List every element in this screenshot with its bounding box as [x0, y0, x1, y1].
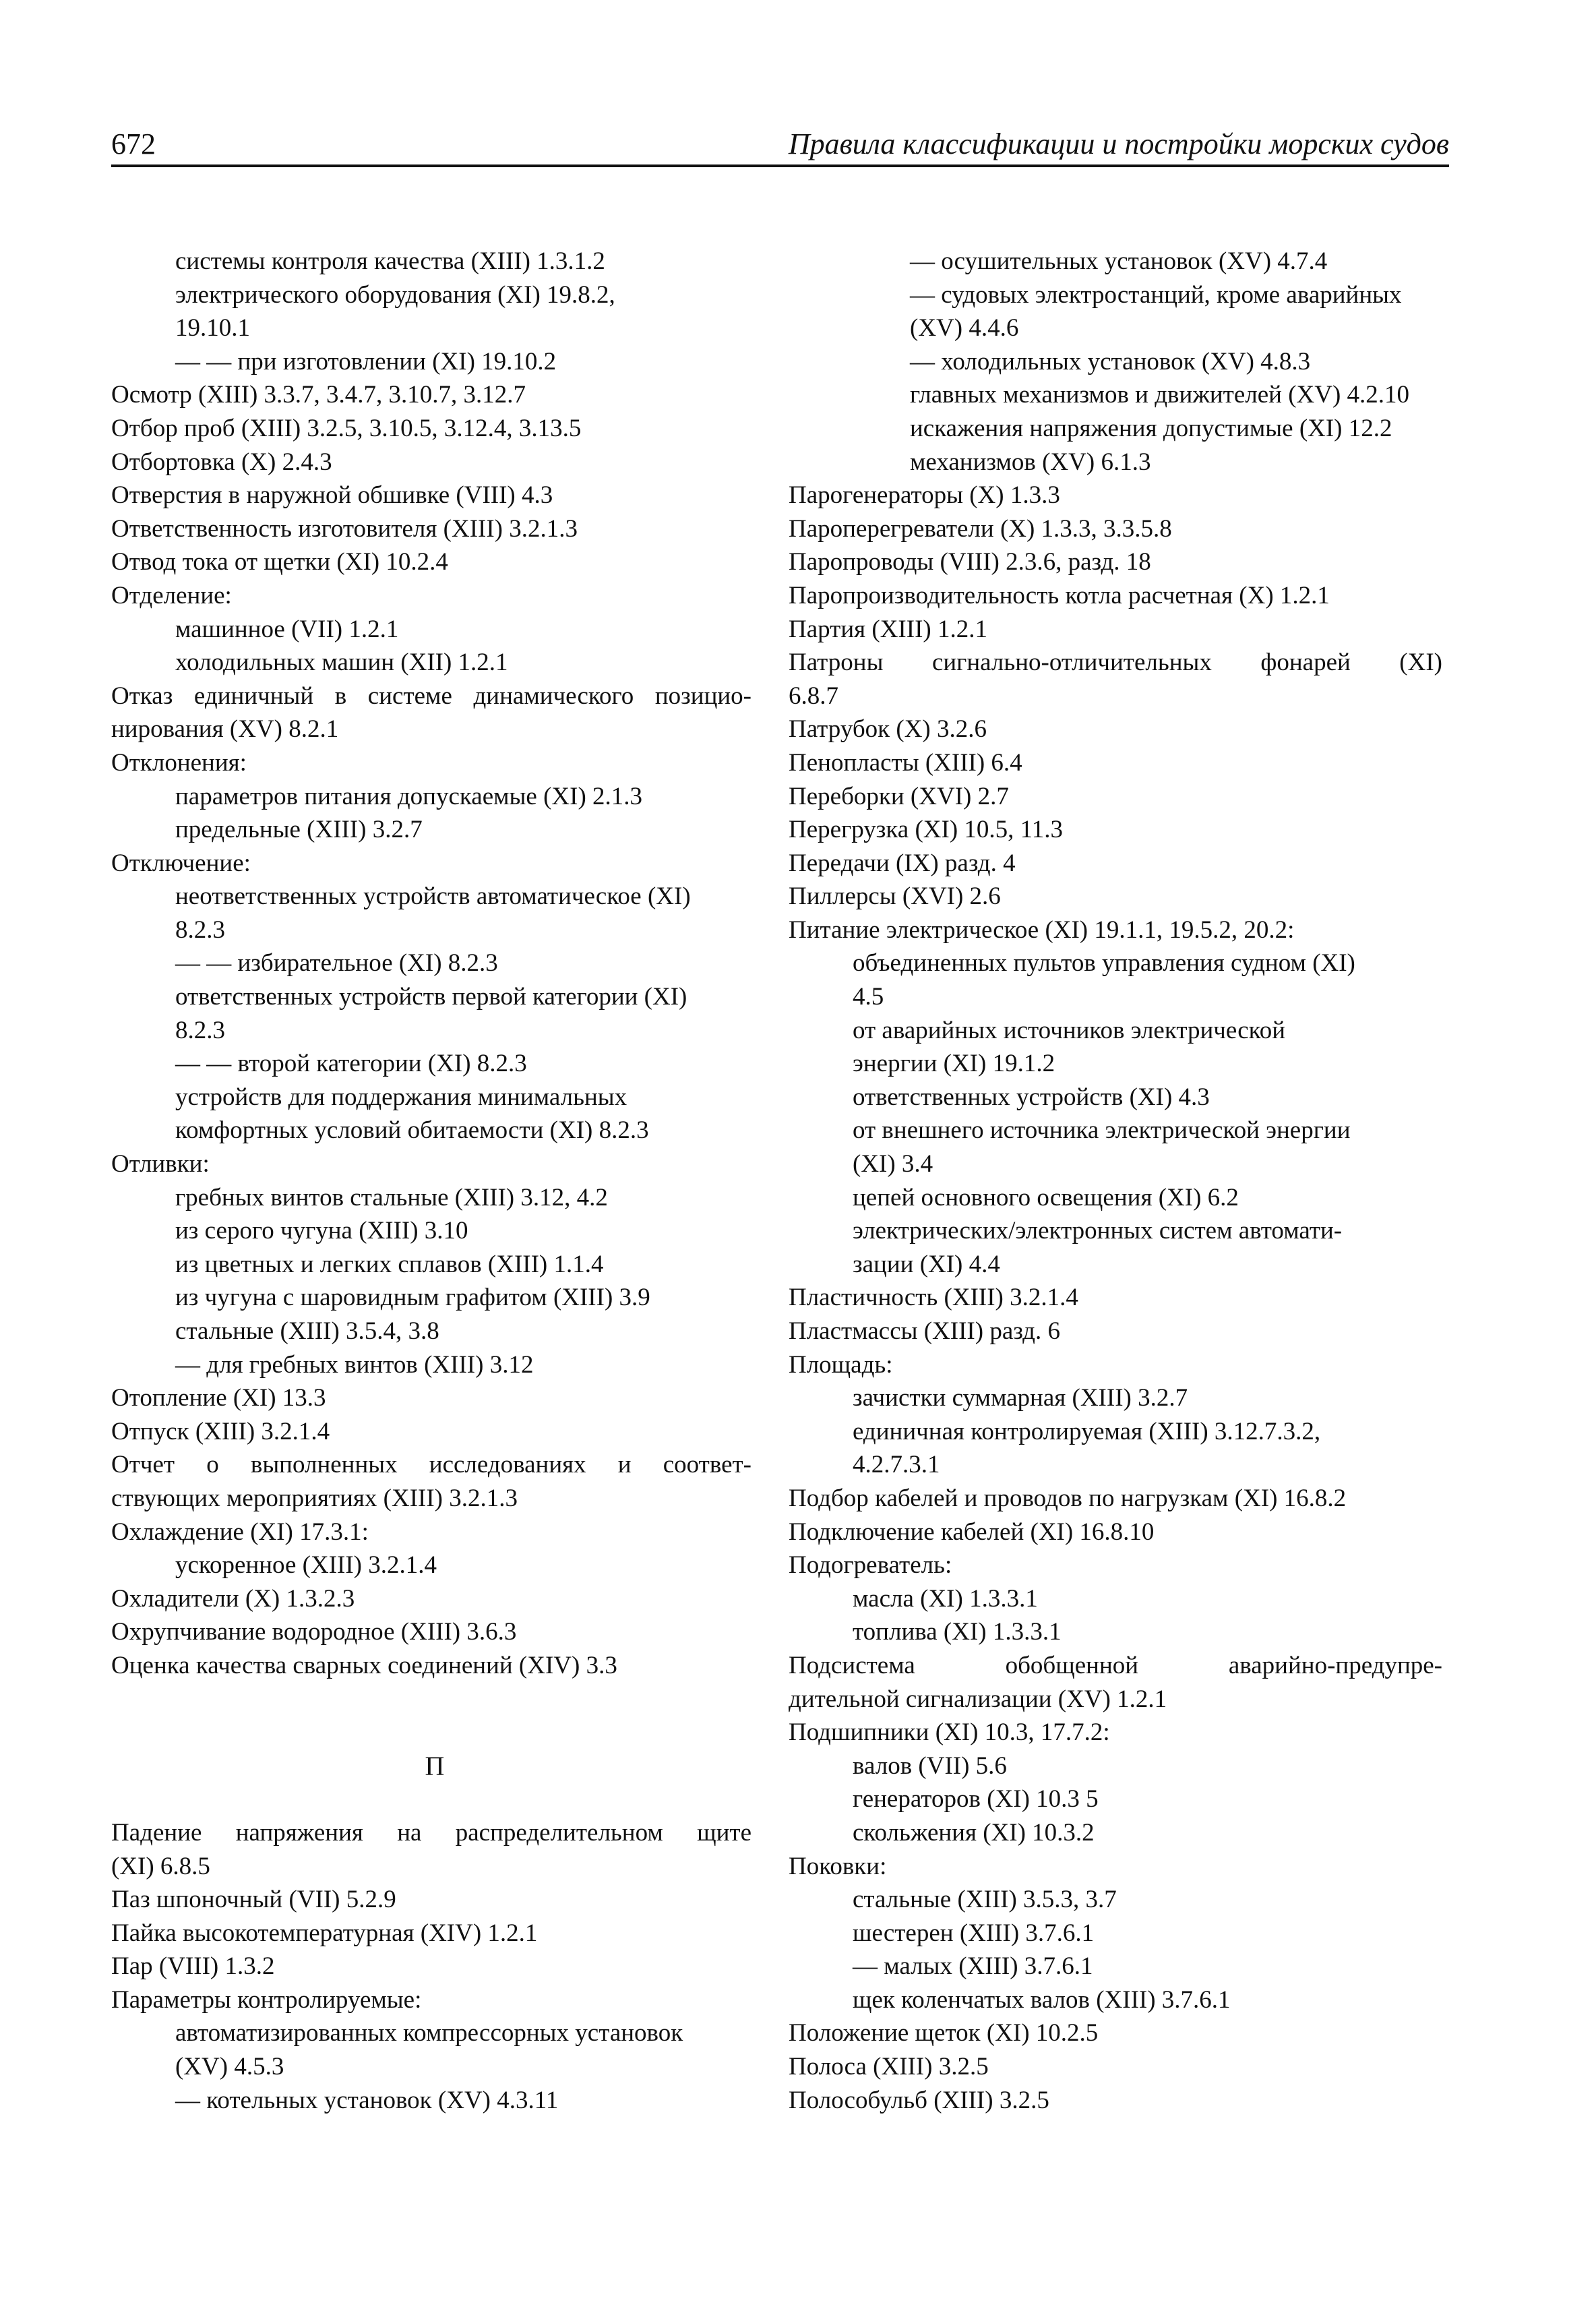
index-entry: (XI) 3.4 [853, 1150, 933, 1178]
index-entry: устройств для поддержания минимальных [175, 1083, 627, 1111]
index-entry: стальные (XIII) 3.5.4, 3.8 [175, 1317, 439, 1345]
index-entry: Параметры контролируемые: [111, 1985, 422, 2014]
index-entry: Пластмассы (XIII) разд. 6 [789, 1317, 1061, 1345]
index-entry: гребных винтов стальные (XIII) 3.12, 4.2 [175, 1183, 608, 1211]
index-entry: комфортных условий обитаемости (XI) 8.2.3 [175, 1116, 649, 1145]
index-entry: ответственных устройств (XI) 4.3 [853, 1083, 1210, 1111]
index-column-left [111, 245, 758, 2117]
index-entry: 4.5 [853, 983, 884, 1011]
index-entry: генераторов (XI) 10.3 5 [853, 1785, 1099, 1814]
index-entry: Перегрузка (XI) 10.5, 11.3 [789, 816, 1064, 844]
index-entry: механизмов (XV) 6.1.3 [910, 448, 1151, 476]
index-entry: Подогреватель: [789, 1551, 952, 1580]
index-entry: — — избирательное (XI) 8.2.3 [175, 949, 498, 978]
index-entry: Отказ единичный в системе динамического позицио- [111, 682, 751, 710]
index-entry: Подключение кабелей (XI) 16.8.10 [789, 1518, 1155, 1546]
index-entry: Ответственность изготовителя (XIII) 3.2.1.3 [111, 514, 578, 543]
index-entry: Площадь: [789, 1350, 893, 1379]
index-entry: Пиллерсы (XVI) 2.6 [789, 882, 1001, 911]
index-entry: Пластичность (XIII) 3.2.1.4 [789, 1284, 1078, 1312]
index-entry: Партия (XIII) 1.2.1 [789, 615, 987, 643]
index-entry: Подбор кабелей и проводов по нагрузкам (XI) 16.8.2 [789, 1484, 1347, 1512]
index-entry: ответственных устройств первой категории (XI) [175, 983, 687, 1011]
index-entry: — — при изготовлении (XI) 19.10.2 [175, 347, 557, 376]
index-entry: Поковки: [789, 1852, 887, 1880]
index-entry: Отделение: [111, 581, 232, 609]
running-title: Правила классификации и постройки морских судов [788, 127, 1449, 160]
index-entry: параметров питания допускаемые (XI) 2.1.3 [175, 782, 643, 810]
index-entry: щек коленчатых валов (XIII) 3.7.6.1 [853, 1985, 1231, 2014]
index-column-right [789, 245, 1449, 2117]
index-entry: холодильных машин (XII) 1.2.1 [175, 649, 508, 677]
header-rule [111, 164, 1449, 167]
index-entry: Отбор проб (XIII) 3.2.5, 3.10.5, 3.12.4, 3.13.5 [111, 414, 582, 442]
index-entry: Полособульб (XIII) 3.2.5 [789, 2086, 1049, 2114]
index-entry: Отчет о выполненных исследованиях и соответ- [111, 1451, 751, 1479]
index-entry: нирования (XV) 8.2.1 [111, 715, 339, 744]
blank-line [111, 1782, 758, 1816]
index-entry: Охрупчивание водородное (XIII) 3.6.3 [111, 1618, 517, 1646]
index-entry: дительной сигнализации (XV) 1.2.1 [789, 1685, 1167, 1713]
index-entry: Отпуск (XIII) 3.2.1.4 [111, 1417, 330, 1445]
index-entry: цепей основного освещения (XI) 6.2 [853, 1183, 1239, 1211]
index-entry: зачистки суммарная (XIII) 3.2.7 [853, 1384, 1188, 1412]
index-entry: ускоренное (XIII) 3.2.1.4 [175, 1551, 437, 1580]
index-entry: Патрубок (X) 3.2.6 [789, 715, 987, 744]
index-entry: машинное (VII) 1.2.1 [175, 615, 399, 643]
index-entry: электрического оборудования (XI) 19.8.2, [175, 280, 615, 309]
index-entry: Охлаждение (XI) 17.3.1: [111, 1518, 369, 1546]
index-entry: от внешнего источника электрической энергии [853, 1116, 1351, 1145]
index-entry: Подсистема обобщенной аварийно-предупре- [789, 1651, 1442, 1679]
index-entry: (XI) 6.8.5 [111, 1852, 210, 1880]
index-entry: искажения напряжения допустимые (XI) 12.2 [910, 414, 1392, 442]
index-entry: 19.10.1 [175, 314, 250, 342]
index-entry: Осмотр (XIII) 3.3.7, 3.4.7, 3.10.7, 3.12.7 [111, 381, 526, 409]
blank-line [111, 1716, 758, 1749]
index-entry: Падение напряжения на распределительном щите [111, 1818, 751, 1847]
index-entry: 4.2.7.3.1 [853, 1451, 940, 1479]
index-entry: — малых (XIII) 3.7.6.1 [853, 1952, 1093, 1981]
index-entry: Отбортовка (X) 2.4.3 [111, 448, 332, 476]
index-entry: Паропроизводительность котла расчетная (X) 1.2.1 [789, 581, 1330, 609]
index-entry: — осушительных установок (XV) 4.7.4 [910, 247, 1328, 275]
index-entry: — для гребных винтов (XIII) 3.12 [175, 1350, 534, 1379]
index-entry: Отопление (XI) 13.3 [111, 1384, 326, 1412]
index-entry: Полоса (XIII) 3.2.5 [789, 2053, 989, 2081]
index-entry: скольжения (XI) 10.3.2 [853, 1818, 1095, 1847]
index-entry: объединенных пультов управления судном (XI) [853, 949, 1355, 978]
index-entry: Отверстия в наружной обшивке (VIII) 4.3 [111, 481, 553, 510]
index-entry: (XV) 4.5.3 [175, 2053, 284, 2081]
index-entry: неответственных устройств автоматическое (XI) [175, 882, 691, 911]
section-letter: П [425, 1750, 445, 1781]
index-entry: Пенопласты (XIII) 6.4 [789, 748, 1022, 777]
index-entry: из цветных и легких сплавов (XIII) 1.1.4 [175, 1250, 604, 1278]
index-entry: электрических/электронных систем автомати- [853, 1217, 1343, 1245]
index-entry: из серого чугуна (XIII) 3.10 [175, 1217, 468, 1245]
index-entry: 8.2.3 [175, 1016, 225, 1044]
index-entry: Пар (VIII) 1.3.2 [111, 1952, 275, 1981]
index-entry: Паропроводы (VIII) 2.3.6, разд. 18 [789, 548, 1151, 576]
index-entry: системы контроля качества (XIII) 1.3.1.2 [175, 247, 605, 275]
index-entry: единичная контролируемая (XIII) 3.12.7.3.2, [853, 1417, 1321, 1445]
index-entry: от аварийных источников электрической [853, 1016, 1286, 1044]
index-entry: масла (XI) 1.3.3.1 [853, 1584, 1038, 1613]
index-entry: — — второй категории (XI) 8.2.3 [175, 1050, 527, 1078]
index-entry: Передачи (IX) разд. 4 [789, 849, 1016, 877]
index-entry: Парогенераторы (X) 1.3.3 [789, 481, 1060, 510]
index-entry: Патроны сигнально-отличительных фонарей (XI) [789, 649, 1442, 677]
index-entry: валов (VII) 5.6 [853, 1751, 1007, 1780]
index-entry: Отвод тока от щетки (XI) 10.2.4 [111, 548, 448, 576]
blank-line [111, 1683, 758, 1716]
index-entry: Отклонения: [111, 748, 247, 777]
index-entry: Отключение: [111, 849, 251, 877]
index-entry: Пайка высокотемпературная (XIV) 1.2.1 [111, 1919, 538, 1947]
index-entry: Положение щеток (XI) 10.2.5 [789, 2019, 1099, 2047]
index-entry: — холодильных установок (XV) 4.8.3 [910, 347, 1311, 376]
index-entry: Питание электрическое (XI) 19.1.1, 19.5.2, 20.2: [789, 916, 1295, 944]
index-entry: стальные (XIII) 3.5.3, 3.7 [853, 1886, 1117, 1914]
index-entry: 6.8.7 [789, 682, 838, 710]
index-entry: Переборки (XVI) 2.7 [789, 782, 1009, 810]
index-entry: энергии (XI) 19.1.2 [853, 1050, 1055, 1078]
index-entry: — котельных установок (XV) 4.3.11 [175, 2086, 559, 2114]
index-entry: Охладители (X) 1.3.2.3 [111, 1584, 355, 1613]
index-entry: Пароперегреватели (X) 1.3.3, 3.3.5.8 [789, 514, 1172, 543]
index-entry: шестерен (XIII) 3.7.6.1 [853, 1919, 1095, 1947]
index-entry: Оценка качества сварных соединений (XIV) 3.3 [111, 1651, 617, 1679]
index-entry: предельные (XIII) 3.2.7 [175, 816, 423, 844]
index-entry: зации (XI) 4.4 [853, 1250, 1000, 1278]
index-entry: — судовых электростанций, кроме аварийных [910, 280, 1402, 309]
page-number: 672 [111, 127, 156, 160]
page-header [111, 125, 1449, 169]
index-entry: Паз шпоночный (VII) 5.2.9 [111, 1886, 396, 1914]
index-entry: 8.2.3 [175, 916, 225, 944]
index-entry: из чугуна с шаровидным графитом (XIII) 3.9 [175, 1284, 650, 1312]
index-entry: ствующих мероприятиях (XIII) 3.2.1.3 [111, 1484, 518, 1512]
index-entry: топлива (XI) 1.3.3.1 [853, 1618, 1062, 1646]
index-entry: главных механизмов и движителей (XV) 4.2.10 [910, 381, 1410, 409]
index-entry: (XV) 4.4.6 [910, 314, 1019, 342]
index-entry: Отливки: [111, 1150, 210, 1178]
index-entry: автоматизированных компрессорных установок [175, 2019, 683, 2047]
index-entry: Подшипники (XI) 10.3, 17.7.2: [789, 1718, 1110, 1747]
